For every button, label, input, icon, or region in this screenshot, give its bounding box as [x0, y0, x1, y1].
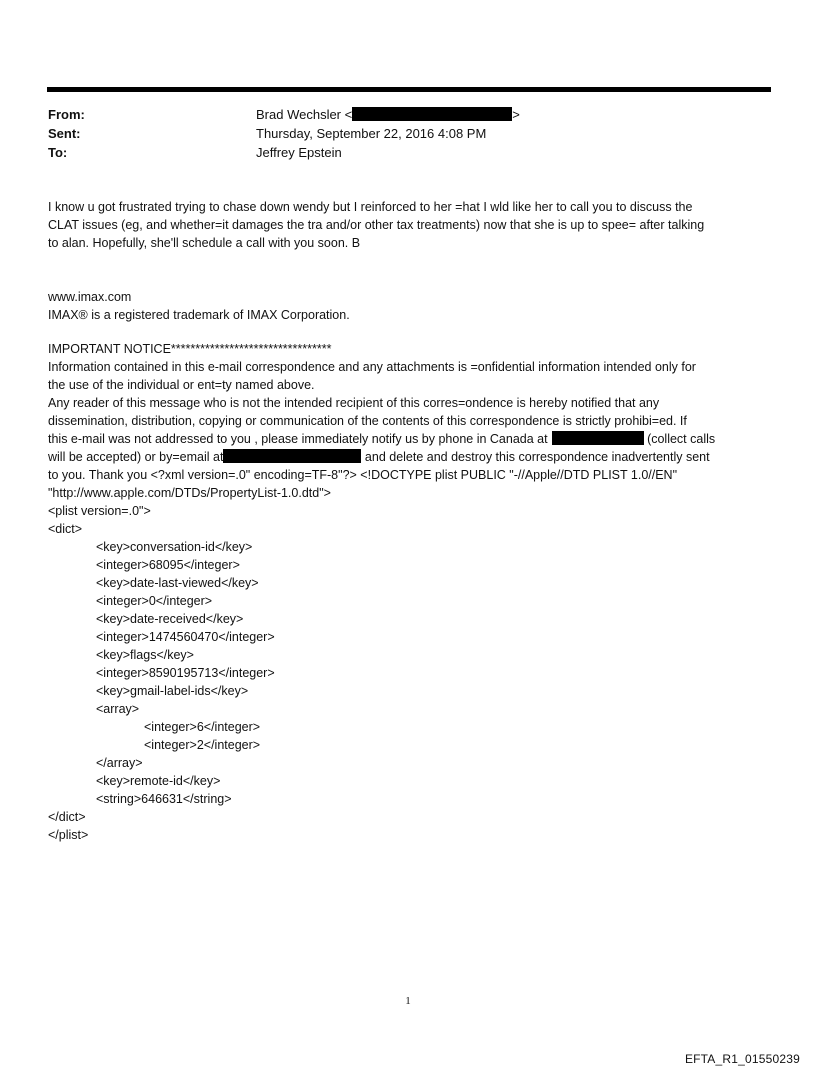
notice-text: and delete and destroy this correspondence inadvertently sent [361, 450, 710, 464]
plist-line: <integer>1474560470</integer> [96, 630, 275, 644]
notice-line: the use of the individual or ent=ty named above. [48, 378, 315, 392]
plist-line: <integer>2</integer> [144, 738, 261, 752]
notice-text: will be accepted) or by=email at [48, 450, 224, 464]
plist-line: <string>646631</string> [96, 792, 232, 806]
notice-line: dissemination, distribution, copying or communication of the contents of this correspondence is strictly prohibi=ed. If [48, 414, 687, 428]
plist-line: <key>gmail-label-ids</key> [96, 684, 249, 698]
signature-block [48, 288, 772, 324]
plist-line: <integer>0</integer> [96, 594, 213, 608]
notice-line [48, 430, 772, 448]
notice-text: (collect calls [643, 432, 716, 446]
from-label: From: [48, 107, 85, 122]
plist-block [48, 502, 772, 844]
plist-line: <integer>68095</integer> [96, 558, 240, 572]
notice-line: "http://www.apple.com/DTDs/PropertyList-1.0.dtd"> [48, 486, 331, 500]
from-value [256, 106, 520, 124]
plist-line: <key>flags</key> [96, 648, 194, 662]
plist-line: </plist> [48, 828, 89, 842]
notice-line: Information contained in this e-mail correspondence and any attachments is =onfidential information intended only for [48, 360, 696, 374]
redaction-box [352, 107, 512, 121]
to-value: Jeffrey Epstein [256, 145, 342, 160]
signature-url: www.imax.com [48, 290, 132, 304]
notice-line: Any reader of this message who is not the intended recipient of this corres=ondence is hereby notified that any [48, 396, 660, 410]
notice-text: this e-mail was not addressed to you , please immediately notify us by phone in Canada at [48, 432, 548, 446]
redaction-box [223, 449, 361, 463]
message-line: CLAT issues (eg, and whether=it damages the tra and/or other tax treatments) now that she is up to spee= after talking [48, 218, 705, 232]
message-line: I know u got frustrated trying to chase down wendy but I reinforced to her =hat I wld like her to call you to discuss the [48, 200, 693, 214]
document-id: EFTA_R1_01550239 [684, 1052, 800, 1066]
plist-line: <key>date-last-viewed</key> [96, 576, 259, 590]
notice-line: to you. Thank you <?xml version=.0" encoding=TF-8"?> <!DOCTYPE plist PUBLIC "-//Apple//DTD PLIST 1.0//EN" [48, 468, 678, 482]
plist-line: <integer>8590195713</integer> [96, 666, 275, 680]
plist-line: <plist version=.0"> [48, 504, 151, 518]
plist-line: </dict> [48, 810, 86, 824]
legal-notice [48, 340, 772, 502]
page-number: 1 [405, 995, 411, 1007]
notice-line [48, 448, 772, 466]
message-line: to alan. Hopefully, she'll schedule a call with you soon. B [48, 236, 361, 250]
to-label: To: [48, 145, 68, 160]
message-body [48, 198, 772, 252]
redaction-box [552, 431, 644, 445]
sent-label: Sent: [48, 126, 81, 141]
plist-line: </array> [96, 756, 143, 770]
plist-line: <array> [96, 702, 140, 716]
plist-line: <key>conversation-id</key> [96, 540, 253, 554]
sent-value: Thursday, September 22, 2016 4:08 PM [256, 126, 487, 141]
plist-line: <dict> [48, 522, 83, 536]
from-name: Brad Wechsler < [256, 107, 353, 122]
plist-line: <key>remote-id</key> [96, 774, 221, 788]
from-close: > [512, 107, 520, 122]
notice-line: IMPORTANT NOTICE********************************* [48, 342, 332, 356]
signature-trademark: IMAX® is a registered trademark of IMAX Corporation. [48, 308, 350, 322]
header-rule [47, 87, 771, 92]
plist-line: <key>date-received</key> [96, 612, 244, 626]
plist-line: <integer>6</integer> [144, 720, 261, 734]
